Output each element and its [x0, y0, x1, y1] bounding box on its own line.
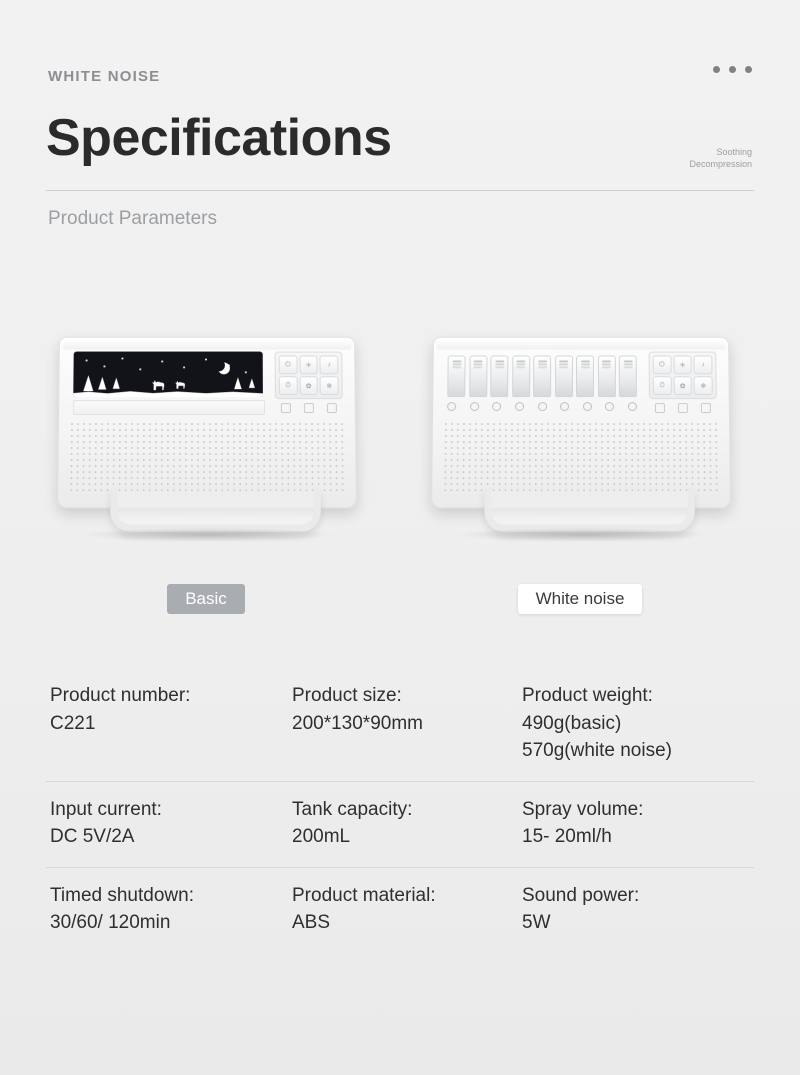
device-stand-basic: [110, 488, 321, 531]
slider-8[interactable]: [597, 356, 615, 398]
device-body-white-noise: [431, 337, 731, 509]
key-mist[interactable]: ✿: [299, 376, 318, 395]
dot: [729, 66, 736, 73]
sub-key-2[interactable]: [678, 403, 688, 413]
slider-5[interactable]: [533, 356, 551, 398]
deer-icon: [174, 379, 185, 389]
product-caption-label: White noise: [518, 584, 643, 614]
device-shadow: [454, 528, 711, 542]
slider-2[interactable]: [469, 356, 487, 398]
key-sound[interactable]: ♪: [320, 356, 339, 375]
product-basic: [58, 336, 358, 608]
eyebrow-label: WHITE NOISE: [48, 68, 161, 85]
key-mode[interactable]: ❄: [320, 376, 339, 395]
key-power[interactable]: ⏻: [653, 356, 672, 375]
sound-icon-row: [447, 401, 637, 411]
deer-icon: [151, 377, 165, 390]
device-stand-white-noise: [484, 488, 695, 531]
key-power[interactable]: ⏻: [279, 356, 298, 375]
spec-input-current: [50, 796, 292, 851]
key-light[interactable]: ☀: [673, 356, 692, 375]
moon-icon: [213, 359, 225, 371]
spec-key: Input current:: [50, 798, 162, 820]
speaker-mesh-white-noise: [442, 421, 719, 491]
spec-value: 490g(basic): [522, 712, 622, 734]
slider-4[interactable]: [512, 356, 530, 398]
key-light[interactable]: ☀: [299, 356, 318, 375]
spec-tank-capacity: [292, 796, 522, 851]
sound-icon-night: [605, 402, 614, 411]
table-row: [46, 867, 754, 953]
spec-key: Product material:: [292, 884, 436, 906]
product-caption-label: Basic: [167, 584, 245, 614]
key-mode[interactable]: ❄: [694, 376, 713, 395]
indicator-strip-basic: [73, 400, 265, 415]
slider-7[interactable]: [576, 356, 594, 398]
key-mist[interactable]: ✿: [673, 376, 692, 395]
header-divider: [46, 190, 754, 191]
tree-icon: [98, 377, 106, 390]
spec-product-number: [50, 682, 292, 765]
sub-keys-basic[interactable]: [275, 403, 343, 413]
tree-icon: [113, 378, 120, 389]
spec-value: ABS: [292, 912, 331, 934]
spec-product-size: [292, 682, 522, 765]
tagline-line-1: Soothing: [716, 147, 752, 157]
product-white-noise: [432, 336, 732, 608]
sound-icon-wave: [492, 402, 501, 411]
table-row: [46, 781, 754, 867]
spec-product-weight: [522, 682, 754, 765]
slider-9[interactable]: [619, 356, 637, 398]
spec-key: Product number:: [50, 685, 191, 706]
spec-spray-volume: [522, 796, 754, 851]
sound-icon-bird: [538, 402, 547, 411]
table-row: [46, 668, 754, 781]
device-top-bevel: [63, 340, 351, 350]
sub-key-2[interactable]: [304, 403, 314, 413]
sound-icon-rain: [447, 402, 456, 411]
spec-value: DC 5V/2A: [50, 826, 135, 848]
speaker-mesh-basic: [68, 421, 345, 491]
spec-value: C221: [50, 712, 96, 734]
tree-icon: [234, 377, 242, 389]
more-dots-icon[interactable]: [713, 66, 752, 73]
spec-value: 5W: [522, 912, 551, 934]
sub-key-3[interactable]: [700, 403, 710, 413]
keypad-white-noise[interactable]: [649, 352, 717, 400]
sub-key-1[interactable]: [655, 403, 665, 413]
tagline: [689, 146, 752, 170]
spec-key: Spray volume:: [522, 798, 644, 820]
spec-value-secondary: 570g(white noise): [522, 740, 672, 762]
sound-icon-stream: [560, 402, 569, 411]
sub-key-1[interactable]: [281, 403, 291, 413]
product-gallery: [0, 318, 800, 608]
slider-6[interactable]: [555, 356, 573, 398]
slider-panel[interactable]: [447, 352, 637, 398]
device-shadow: [80, 528, 337, 542]
sound-icon-wind: [470, 402, 479, 411]
spec-sound-power: [522, 882, 754, 937]
product-caption-white-noise: [432, 584, 728, 614]
spec-value: 200mL: [292, 826, 351, 848]
spec-key: Product weight:: [522, 685, 653, 706]
specifications-table: [46, 668, 754, 953]
sound-icon-fire: [515, 402, 524, 411]
spec-timed-shutdown: [50, 882, 292, 937]
section-subtitle: Product Parameters: [48, 208, 217, 229]
key-timer[interactable]: ⏱: [653, 376, 672, 395]
sub-key-3[interactable]: [326, 403, 336, 413]
night-scene-display: [73, 352, 263, 398]
slider-3[interactable]: [490, 356, 508, 398]
keypad-basic[interactable]: [275, 352, 343, 400]
spec-key: Product size:: [292, 685, 402, 706]
tree-icon: [83, 375, 93, 391]
dot: [713, 66, 720, 73]
sound-icon-forest: [583, 402, 592, 411]
spec-value: 200*130*90mm: [292, 712, 423, 734]
key-sound[interactable]: ♪: [694, 356, 713, 375]
dot: [745, 66, 752, 73]
device-top-bevel: [437, 340, 725, 350]
spec-key: Timed shutdown:: [50, 884, 194, 906]
spec-value: 15- 20ml/h: [522, 826, 612, 848]
key-timer[interactable]: ⏱: [279, 376, 298, 395]
device-body-basic: [57, 337, 357, 509]
slider-1[interactable]: [447, 356, 465, 398]
spec-key: Tank capacity:: [292, 798, 413, 820]
sound-icon-fan: [628, 402, 637, 411]
spec-product-material: [292, 882, 522, 937]
sub-keys-white-noise[interactable]: [649, 403, 717, 413]
tree-icon: [249, 378, 255, 388]
tagline-line-2: Decompression: [689, 159, 752, 170]
spec-key: Sound power:: [522, 884, 640, 906]
spec-value: 30/60/ 120min: [50, 912, 171, 934]
page-title: Specifications: [46, 109, 392, 167]
product-caption-basic: [58, 584, 354, 614]
